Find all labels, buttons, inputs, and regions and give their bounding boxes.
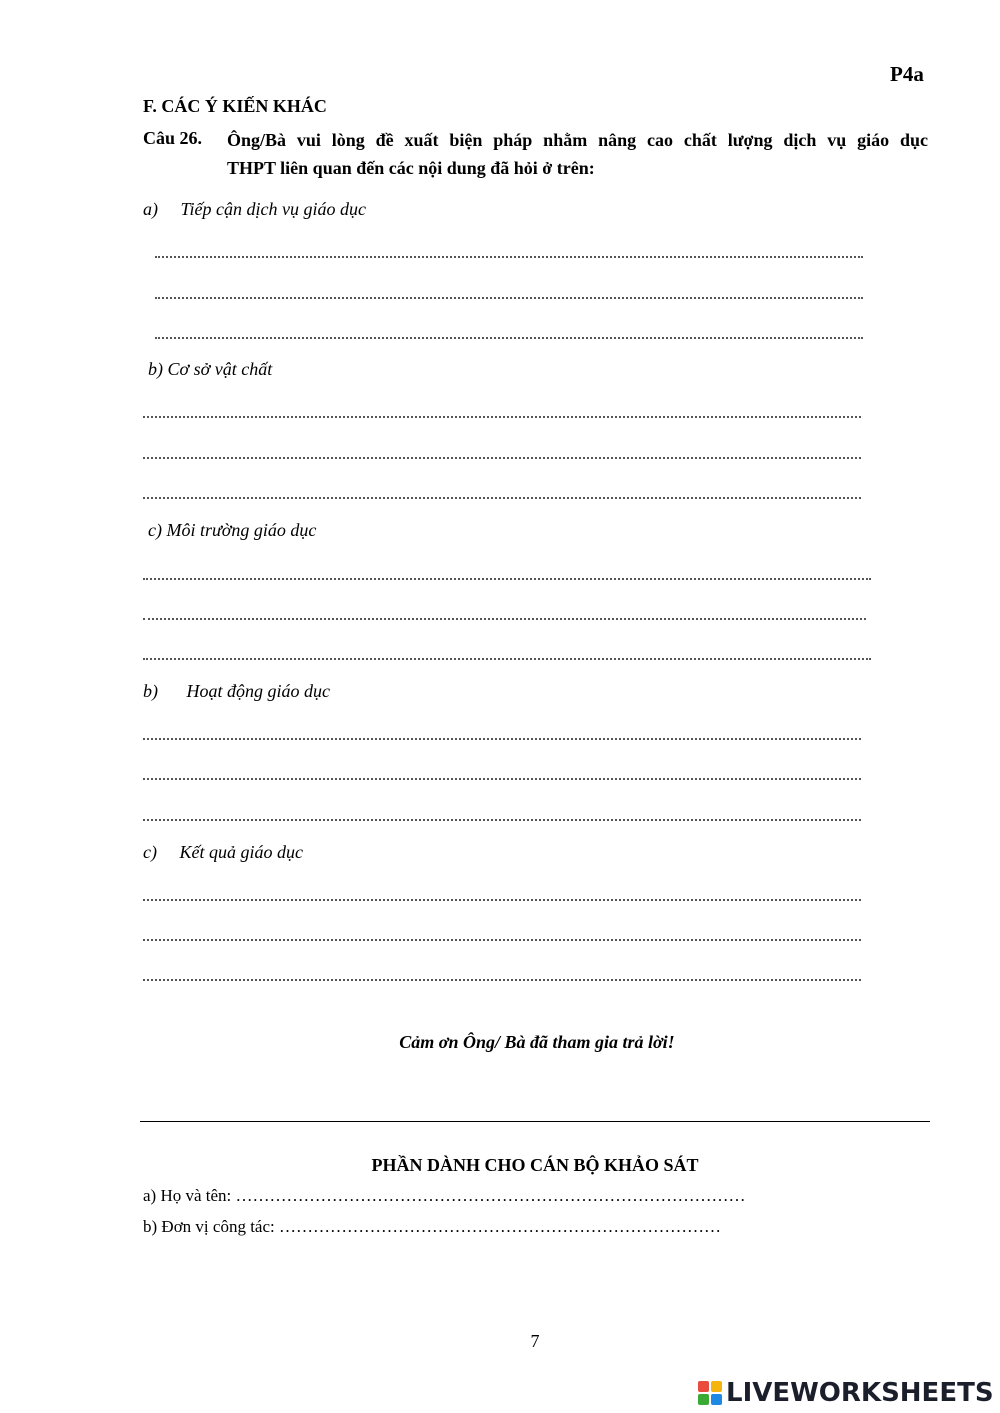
answer-line[interactable] [155,295,863,299]
answer-line[interactable] [143,817,861,821]
brand-watermark [698,1378,994,1408]
staff-name-field[interactable]: a) Họ và tên: ……………………………………………………………………………… [143,1186,746,1205]
subsection-marker: a) [143,199,158,219]
question-text-line1: Ông/Bà vui lòng đề xuất biện pháp nhằm nâng cao chất lượng dịch vụ giáo dục [227,130,928,150]
answer-line[interactable] [155,335,863,339]
subsection-results [143,842,303,863]
subsection-label: Hoạt động giáo dục [186,681,330,701]
subsection-marker: b) [148,359,163,379]
answer-line[interactable] [143,776,861,780]
subsection-marker: c) [148,520,162,540]
subsection-activities [143,681,330,702]
answer-line[interactable] [143,977,861,981]
question-text-line2: THPT liên quan đến các nội dung đã hỏi ở trên: [227,158,595,178]
answer-line[interactable] [143,656,871,660]
subsection-label: Kết quả giáo dục [179,842,303,862]
answer-line[interactable] [143,736,861,740]
subsection-label: Cơ sở vật chất [167,359,273,379]
subsection-marker: c) [143,842,157,862]
answer-line[interactable] [155,254,863,258]
thank-you-note: Cảm ơn Ông/ Bà đã tham gia trả lời! [399,1032,675,1052]
answer-line[interactable] [143,897,861,901]
brand-name: LIVEWORKSHEETS [726,1378,994,1408]
answer-line[interactable] [143,576,871,580]
subsection-marker: b) [143,681,158,701]
answer-line[interactable] [143,937,861,941]
subsection-label: Tiếp cận dịch vụ giáo dục [180,199,366,219]
answer-line[interactable] [143,455,861,459]
divider [140,1121,930,1122]
subsection-access [143,199,366,220]
page-code: P4a [890,62,924,86]
answer-line[interactable] [143,495,861,499]
subsection-label: Môi trường giáo dục [166,520,317,540]
staff-section-title: PHẦN DÀNH CHO CÁN BỘ KHẢO SÁT [371,1155,699,1175]
page-number: 7 [530,1331,540,1351]
answer-line[interactable] [143,616,866,620]
question-number: Câu 26. [143,128,203,148]
subsection-facilities [148,359,272,380]
staff-unit-field[interactable]: b) Đơn vị công tác: …………………………………………………………………… [143,1217,721,1236]
section-title: F. CÁC Ý KIẾN KHÁC [143,96,327,116]
subsection-environment [148,520,316,541]
answer-line[interactable] [143,414,861,418]
liveworksheets-logo-icon [698,1381,722,1405]
